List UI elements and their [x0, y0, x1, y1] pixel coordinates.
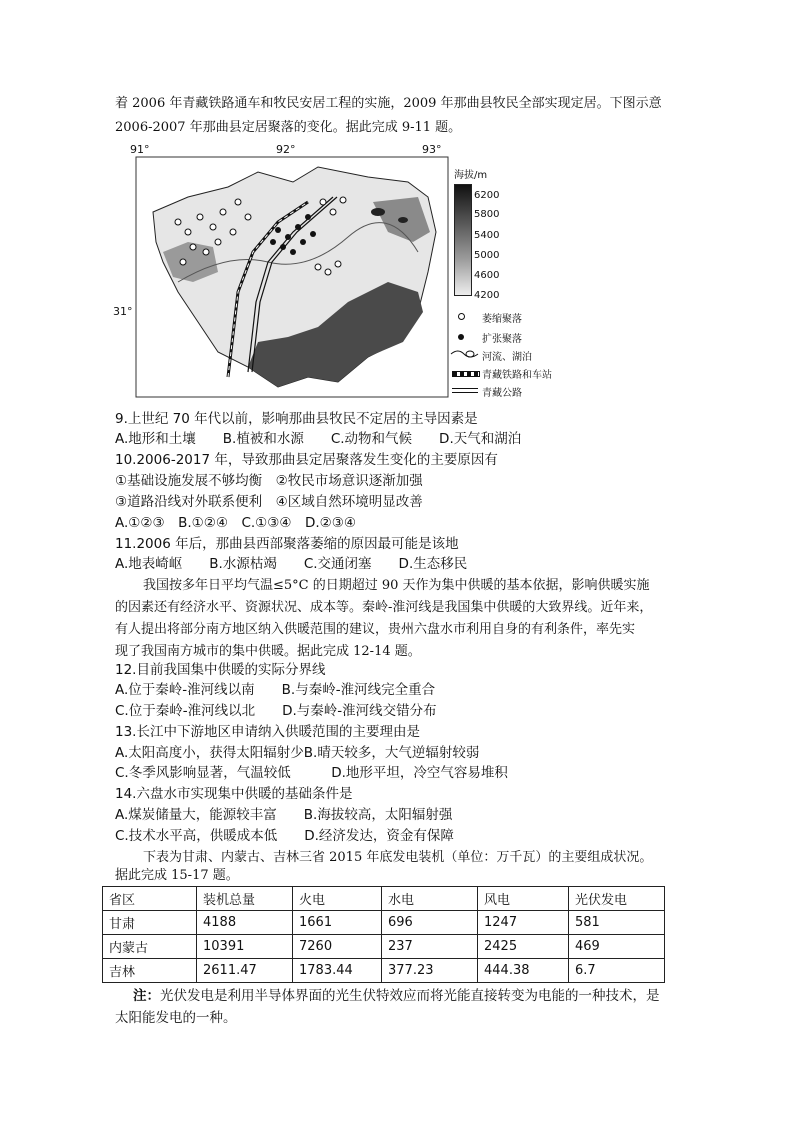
elev-tick: 4200	[474, 290, 500, 301]
q13-options-1: A.太阳高度小，获得太阳辐射少B.晴天较多，大气逆辐射较弱	[115, 745, 480, 761]
q9-stem: 9.上世纪 70 年代以前，影响那曲县牧民不定居的主导因素是	[115, 411, 478, 427]
table-cell: 1247	[478, 911, 569, 935]
table-row	[103, 959, 665, 983]
q12-options-2: C.位于秦岭-淮河线以北 D.与秦岭-淮河线交错分布	[115, 703, 437, 719]
q10-stem: 10.2006-2017 年，导致那曲县定居聚落发生变化的主要原因有	[115, 452, 498, 468]
passage2-line-1: 我国按多年日平均气温≤5°C 的日期超过 90 天作为集中供暖的基本依据，影响供暖实施	[143, 578, 650, 593]
lon-label-93: 93°	[422, 143, 442, 156]
passage2-line-4: 现了我国南方城市的集中供暖。据此完成 12-14 题。	[115, 644, 421, 659]
note-text-1: 光伏发电是利用半导体界面的光生伏特效应而将光能直接转变为电能的一种技术，是	[160, 988, 660, 1004]
lat-label-31: 31°	[113, 305, 133, 318]
table-cell: 4188	[197, 911, 293, 935]
river-lake-icon	[450, 348, 480, 360]
intro-line-2: 2006-2007 年那曲县定居聚落的变化。据此完成 9-11 题。	[115, 120, 462, 135]
intro-line-1: 着 2006 年青藏铁路通车和牧民安居工程的实施，2009 年那曲县牧民全部实现定居。下图示意	[115, 96, 662, 111]
q12-stem: 12.目前我国集中供暖的实际分界线	[115, 662, 326, 678]
table-cell: 甘肃	[103, 911, 197, 935]
legend-title: 海拔/m	[454, 170, 488, 181]
legend-expand: 扩张聚落	[482, 334, 522, 345]
table-cell: 237	[382, 935, 478, 959]
table-cell: 6.7	[569, 959, 665, 983]
table-cell: 377.23	[382, 959, 478, 983]
table-row	[103, 935, 665, 959]
table-header-cell: 光伏发电	[569, 887, 665, 911]
q11-stem: 11.2006 年后，那曲县西部聚落萎缩的原因最可能是该地	[115, 536, 459, 552]
lon-label-92: 92°	[276, 143, 296, 156]
q10-statement-2: ③道路沿线对外联系便利 ④区域自然环境明显改善	[115, 494, 423, 510]
elev-tick: 4600	[474, 270, 500, 281]
legend-railway: 青藏铁路和车站	[482, 370, 552, 381]
table-cell: 2611.47	[197, 959, 293, 983]
map-legend	[448, 160, 588, 400]
note-line-1	[133, 986, 660, 1006]
q12-options-1: A.位于秦岭-淮河线以南 B.与秦岭-淮河线完全重合	[115, 682, 436, 698]
elev-tick: 6200	[474, 190, 500, 201]
note-label: 注：	[133, 988, 160, 1004]
legend-shrink: 萎缩聚落	[482, 314, 522, 325]
lake	[371, 208, 385, 216]
table-cell: 469	[569, 935, 665, 959]
q14-options-1: A.煤炭储量大，能源较丰富 B.海拔较高，太阳辐射强	[115, 807, 453, 823]
q9-options: A.地形和土壤 B.植被和水源 C.动物和气候 D.天气和湖泊	[115, 431, 522, 447]
power-capacity-table	[102, 886, 665, 983]
table-header-cell: 装机总量	[197, 887, 293, 911]
q14-stem: 14.六盘水市实现集中供暖的基础条件是	[115, 786, 353, 802]
legend-road: 青藏公路	[482, 388, 522, 399]
q10-statement-1: ①基础设施发展不够均衡 ②牧民市场意识逐渐加强	[115, 473, 423, 489]
passage2-line-2: 的因素还有经济水平、资源状况、成本等。秦岭-淮河线是我国集中供暖的大致界线。近年来，	[115, 600, 653, 615]
legend-river: 河流、湖泊	[482, 352, 532, 363]
elev-tick: 5000	[474, 250, 500, 261]
q10-options: A.①②③ B.①②④ C.①③④ D.②③④	[115, 515, 356, 531]
table-header-cell: 省区	[103, 887, 197, 911]
table-cell: 581	[569, 911, 665, 935]
table-cell: 444.38	[478, 959, 569, 983]
table-cell: 2425	[478, 935, 569, 959]
q11-options: A.地表崎岖 B.水源枯竭 C.交通闭塞 D.生态移民	[115, 556, 468, 572]
table-cell: 7260	[293, 935, 382, 959]
table-row	[103, 911, 665, 935]
table-header-row	[103, 887, 665, 911]
lon-label-91: 91°	[130, 143, 150, 156]
road-icon	[452, 388, 478, 393]
table-header-cell: 风电	[478, 887, 569, 911]
table-cell: 1661	[293, 911, 382, 935]
passage3-line-2: 据此完成 15-17 题。	[115, 868, 239, 883]
elev-tick: 5400	[474, 230, 500, 241]
passage3-line-1: 下表为甘肃、内蒙古、吉林三省 2015 年底发电装机（单位：万千瓦）的主要组成状况。	[143, 850, 653, 865]
table-cell: 内蒙古	[103, 935, 197, 959]
hollow-dot-icon	[458, 313, 465, 320]
table-header-cell: 火电	[293, 887, 382, 911]
table-cell: 1783.44	[293, 959, 382, 983]
table-cell: 696	[382, 911, 478, 935]
filled-dot-icon	[458, 334, 464, 340]
table-header-cell: 水电	[382, 887, 478, 911]
note-line-2: 太阳能发电的一种。	[115, 1010, 237, 1026]
elevation-colorbar	[454, 184, 472, 296]
railway-icon	[452, 371, 480, 377]
table-cell: 10391	[197, 935, 293, 959]
elev-tick: 5800	[474, 209, 500, 220]
q13-stem: 13.长江中下游地区申请纳入供暖范围的主要理由是	[115, 724, 420, 740]
table-cell: 吉林	[103, 959, 197, 983]
q13-options-2: C.冬季风影响显著，气温较低 D.地形平坦，冷空气容易堆积	[115, 765, 508, 781]
q14-options-2: C.技术水平高，供暖成本低 D.经济发达，资金有保障	[115, 828, 454, 844]
passage2-line-3: 有人提出将部分南方地区纳入供暖范围的建议，贵州六盘水市利用自身的有利条件，率先实	[115, 622, 636, 637]
